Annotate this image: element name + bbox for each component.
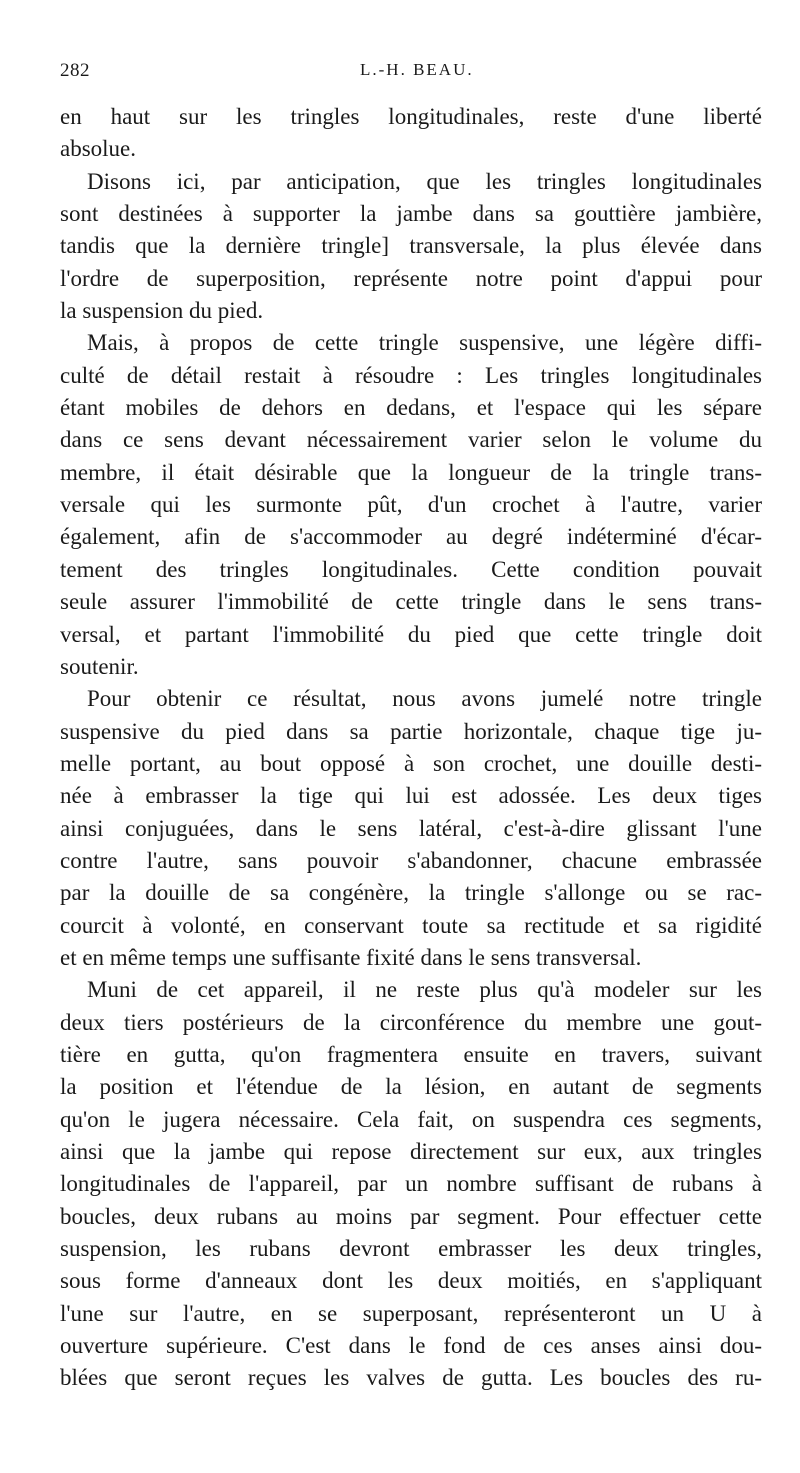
text-line: étant mobiles de dehors en dedans, et l'espace qui les sépare (60, 395, 762, 421)
text-line: boucles, deux rubans au moins par segment. Pour effectuer cette (60, 1203, 762, 1229)
text-line: suspensive du pied dans sa partie horizontale, chaque tige ju- (60, 718, 762, 744)
text-line: dans ce sens devant nécessairement varier selon le volume du (60, 427, 762, 453)
text-line: sous forme d'anneaux dont les deux moitiés, en s'appliquant (60, 1268, 762, 1294)
text-line: qu'on le jugera nécessaire. Cela fait, on suspendra ces segments, (60, 1106, 762, 1132)
text-line: absolue. (60, 136, 137, 162)
text-line: Mais, à propos de cette tringle suspensive, une légère diffi- (87, 330, 762, 356)
text-line: l'une sur l'autre, en se superposant, représenteront un U à (60, 1300, 762, 1326)
text-line: versal, et partant l'immobilité du pied que cette tringle doit (60, 621, 762, 647)
running-head: L.-H. BEAU. (360, 60, 474, 79)
text-line: née à embrasser la tige qui lui est adossée. Les deux tiges (60, 783, 762, 809)
text-line: la position et l'étendue de la lésion, en autant de segments (60, 1074, 762, 1100)
text-line: Muni de cet appareil, il ne reste plus qu'à modeler sur les (87, 977, 762, 1003)
text-line: et en même temps une suffisante fixité dans le sens transversal. (60, 944, 642, 970)
text-line: ouverture supérieure. C'est dans le fond de ces anses ainsi dou- (60, 1333, 762, 1359)
text-line: membre, il était désirable que la longueur de la tringle trans- (60, 459, 762, 485)
text-line: melle portant, au bout opposé à son crochet, une douille desti- (60, 750, 762, 776)
text-line: sont destinées à supporter la jambe dans sa gouttière jambière, (60, 201, 762, 227)
text-line: suspension, les rubans devront embrasser les deux tringles, (60, 1236, 762, 1262)
text-line: deux tiers postérieurs de la circonférence du membre une gout- (60, 1009, 762, 1035)
body-text (60, 101, 762, 1395)
text-line: tement des tringles longitudinales. Cette condition pouvait (60, 556, 762, 582)
text-line: longitudinales de l'appareil, par un nombre suffisant de rubans à (60, 1171, 762, 1197)
text-line: Pour obtenir ce résultat, nous avons jumelé notre tringle (87, 686, 762, 712)
text-line: ainsi que la jambe qui repose directement sur eux, aux tringles (60, 1139, 762, 1164)
text-line: contre l'autre, sans pouvoir s'abandonner, chacune embrassée (60, 847, 762, 873)
text-line: courcit à volonté, en conservant toute sa rectitude et sa rigidité (60, 912, 762, 938)
text-line: culté de détail restait à résoudre : Les tringles longitudinales (60, 362, 762, 388)
text-line: seule assurer l'immobilité de cette tringle dans le sens trans- (60, 589, 762, 615)
text-line: également, afin de s'accommoder au degré indéterminé d'écar- (60, 524, 762, 550)
page-number: 282 (60, 60, 90, 81)
text-line: Disons ici, par anticipation, que les tringles longitudinales (87, 168, 762, 194)
text-line: soutenir. (60, 653, 139, 679)
text-line: par la douille de sa congénère, la tringle s'allonge ou se rac- (60, 880, 762, 906)
text-line: versale qui les surmonte pût, d'un crochet à l'autre, varier (60, 492, 762, 518)
text-line: blées que seront reçues les valves de gutta. Les boucles des ru- (60, 1365, 762, 1391)
text-line: l'ordre de superposition, représente notre point d'appui pour (60, 265, 762, 291)
text-line: la suspension du pied. (60, 298, 264, 324)
page-header (60, 56, 762, 86)
text-line: tière en gutta, qu'on fragmentera ensuite en travers, suivant (60, 1041, 762, 1067)
text-line: en haut sur les tringles longitudinales, reste d'une liberté (60, 104, 762, 129)
text-line: ainsi conjuguées, dans le sens latéral, c'est-à-dire glissant l'une (60, 815, 762, 841)
text-line: tandis que la dernière tringle] transversale, la plus élevée dans (60, 233, 762, 259)
